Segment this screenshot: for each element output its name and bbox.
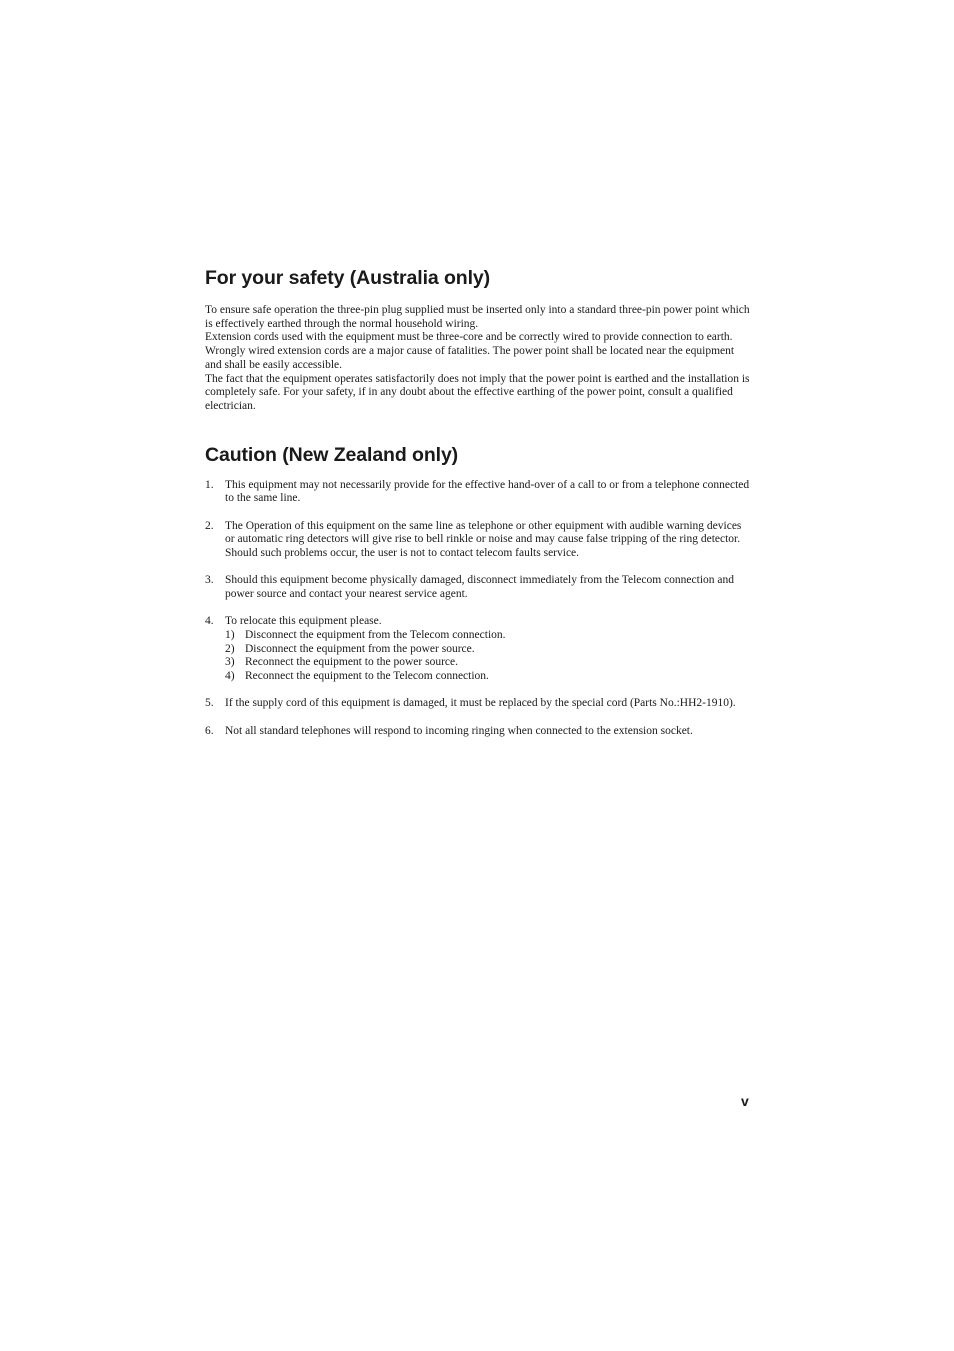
item-number: 4. (205, 615, 214, 628)
item-number: 6. (205, 724, 214, 737)
section-title-australia: For your safety (Australia only) (205, 267, 491, 289)
relocate-step (225, 643, 753, 657)
section-title-new-zealand: Caution (New Zealand only) (205, 443, 459, 466)
safety-paragraph: Extension cords used with the equipment must be three-core and be correctly wired to provide connection to earth. (205, 331, 733, 344)
item-number: 1. (205, 478, 214, 491)
step-number: 3) (225, 656, 235, 669)
caution-item (205, 697, 753, 711)
page-content (205, 266, 753, 752)
caution-item (205, 725, 753, 739)
new-zealand-caution-section (205, 443, 753, 739)
item-text: Not all standard telephones will respond to incoming ringing when connected to the extension socket. (225, 724, 693, 737)
item-text: Should this equipment become physically damaged, disconnect immediately from the Telecom connection and power source and contact your nearest service agent. (225, 574, 734, 601)
item-text: If the supply cord of this equipment is damaged, it must be replaced by the special cord (Parts No.:HH2-1910). (225, 697, 736, 710)
relocate-step (225, 656, 753, 670)
step-text: Disconnect the equipment from the Telecom connection. (245, 629, 506, 642)
item-number: 5. (205, 697, 214, 710)
australia-safety-section (205, 266, 753, 414)
step-number: 2) (225, 642, 235, 655)
caution-item (205, 615, 753, 684)
caution-item (205, 479, 753, 506)
relocate-step (225, 629, 753, 643)
safety-paragraph: Wrongly wired extension cords are a major cause of fatalities. The power point shall be located near the equipment and shall be easily accessible. (205, 345, 735, 371)
step-text: Disconnect the equipment from the power source. (245, 642, 475, 655)
safety-paragraph: To ensure safe operation the three-pin plug supplied must be inserted only into a standard three-pin power point which is effectively earthed through the normal household wiring. (205, 304, 750, 330)
item-number: 2. (205, 519, 214, 532)
step-number: 1) (225, 629, 235, 642)
step-text: Reconnect the equipment to the power source. (245, 656, 458, 669)
item-text: This equipment may not necessarily provide for the effective hand-over of a call to or from a telephone connected to the same line. (225, 478, 750, 505)
step-text: Reconnect the equipment to the Telecom connection. (245, 670, 489, 683)
caution-item (205, 520, 753, 561)
step-number: 4) (225, 670, 235, 683)
relocate-step (225, 670, 753, 684)
item-text: The Operation of this equipment on the same line as telephone or other equipment with audible warning devices or automatic ring detectors will give rise to bell rinkle or noise and may cause false tripping of the ring detector. Should such problems occur, the user is not to contact telecom faults service. (225, 519, 742, 560)
relocate-steps-list (225, 629, 753, 684)
item-text: To relocate this equipment please. (225, 615, 382, 628)
safety-paragraph: The fact that the equipment operates satisfactorily does not imply that the power point is earthed and the installation is completely safe. For your safety, if in any doubt about the effective earthing of the power point, consult a qualified electrician. (205, 372, 750, 412)
caution-list (205, 479, 753, 739)
item-number: 3. (205, 574, 214, 587)
caution-item (205, 574, 753, 601)
page-number: v (741, 1093, 749, 1109)
